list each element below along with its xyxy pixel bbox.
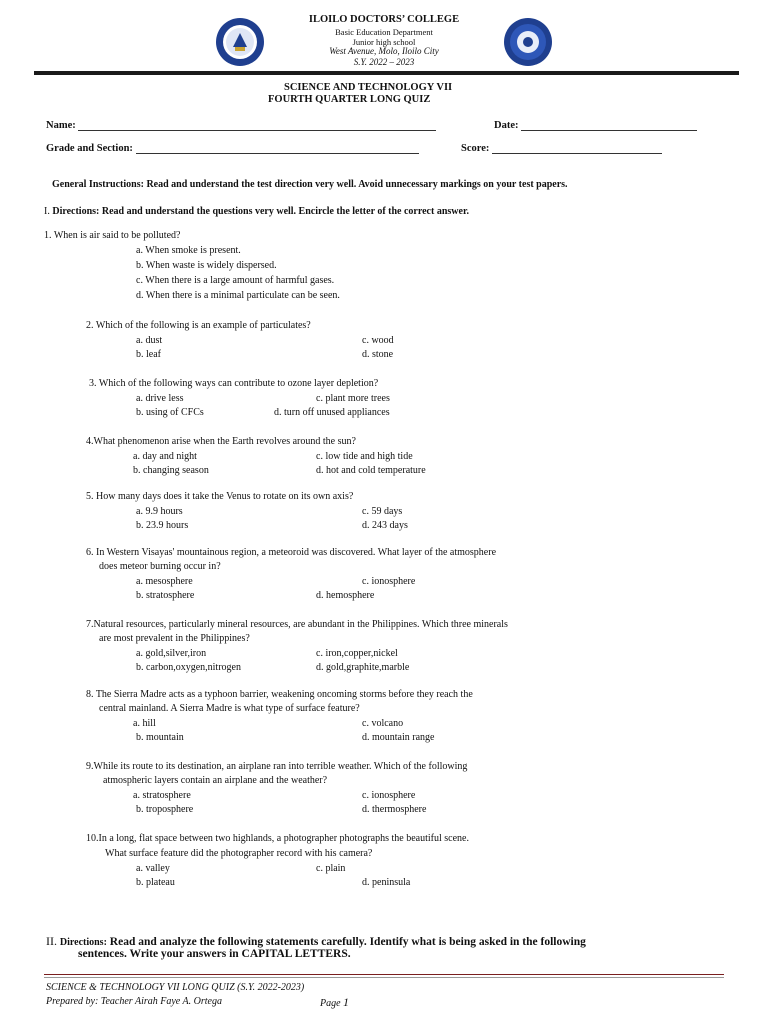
q7-option-d[interactable]: d. gold,graphite,marble: [316, 662, 410, 673]
q8-option-c[interactable]: c. volcano: [362, 718, 404, 729]
q6-option-d[interactable]: d. hemosphere: [316, 590, 375, 601]
q1-option-c[interactable]: c. When there is a large amount of harmful gases.: [136, 275, 335, 286]
score-blank[interactable]: [492, 142, 662, 154]
date-blank[interactable]: [521, 119, 697, 131]
question-10: 10.In a long, flat space between two highlands, a photographer photographs the beautiful scene.: [86, 833, 469, 844]
q3-option-d[interactable]: d. turn off unused appliances: [274, 407, 390, 418]
q8-option-d[interactable]: d. mountain range: [362, 732, 435, 743]
header-divider: [34, 71, 739, 75]
question-5: 5. How many days does it take the Venus to rotate on its own axis?: [86, 491, 354, 502]
q7-option-a[interactable]: a. gold,silver,iron: [136, 648, 207, 659]
q10-option-c[interactable]: c. plain: [316, 863, 346, 874]
part2-directions: [46, 934, 726, 949]
name-field[interactable]: [46, 119, 436, 131]
question-10-cont: What surface feature did the photographer record with his camera?: [105, 848, 373, 859]
q6-option-a[interactable]: a. mesosphere: [136, 576, 193, 587]
q7-option-b[interactable]: b. carbon,oxygen,nitrogen: [136, 662, 241, 673]
q1-option-b[interactable]: b. When waste is widely dispersed.: [136, 260, 277, 271]
page-label: Page: [320, 998, 341, 1009]
quiz-title: FOURTH QUARTER LONG QUIZ: [268, 94, 431, 105]
q3-option-c[interactable]: c. plant more trees: [316, 393, 390, 404]
q2-option-b[interactable]: b. leaf: [136, 349, 161, 360]
q5-option-c[interactable]: c. 59 days: [362, 506, 403, 517]
part1-number: I.: [44, 206, 50, 217]
college-name: ILOILO DOCTORS’ COLLEGE: [308, 14, 460, 25]
general-instructions: General Instructions: Read and understand the test direction very well. Avoid unnecessary markings on your test papers.: [52, 179, 568, 190]
department-name: Basic Education Department: [335, 27, 433, 37]
q6-option-b[interactable]: b. stratosphere: [136, 590, 195, 601]
footer-page: [320, 995, 349, 1010]
part1-directions: [44, 206, 469, 217]
grade-section-field[interactable]: [46, 142, 419, 154]
q5-option-d[interactable]: d. 243 days: [362, 520, 408, 531]
question-9: 9.While its route to its destination, an airplane ran into terrible weather. Which of the following: [86, 761, 468, 772]
date-label: Date:: [494, 120, 519, 131]
q10-option-b[interactable]: b. plateau: [136, 877, 175, 888]
score-label: Score:: [461, 143, 490, 154]
footer-divider: [44, 974, 724, 975]
question-6-cont: does meteor burning occur in?: [99, 561, 221, 572]
q9-option-d[interactable]: d. thermosphere: [362, 804, 427, 815]
q9-option-c[interactable]: c. ionosphere: [362, 790, 416, 801]
subject-title: SCIENCE AND TECHNOLOGY VII: [284, 82, 453, 93]
name-label: Name:: [46, 120, 76, 131]
q10-option-d[interactable]: d. peninsula: [362, 877, 411, 888]
question-2: 2. Which of the following is an example of particulates?: [86, 320, 311, 331]
q2-option-d[interactable]: d. stone: [362, 349, 394, 360]
question-8-cont: central mainland. A Sierra Madre is what type of surface feature?: [99, 703, 360, 714]
date-field[interactable]: [494, 119, 697, 131]
q1-option-a[interactable]: a. When smoke is present.: [136, 245, 241, 256]
part2-number: II.: [46, 934, 57, 948]
q1-option-d[interactable]: d. When there is a minimal particulate can be seen.: [136, 290, 340, 301]
school-level: Junior high school: [352, 37, 416, 47]
part1-text: Directions: Read and understand the questions very well. Encircle the letter of the correct answer.: [52, 206, 469, 217]
grade-section-label: Grade and Section:: [46, 143, 133, 154]
question-8: 8. The Sierra Madre acts as a typhoon barrier, weakening oncoming storms before they reach the: [86, 689, 473, 700]
q8-option-b[interactable]: b. mountain: [136, 732, 184, 743]
q6-option-c[interactable]: c. ionosphere: [362, 576, 416, 587]
name-blank[interactable]: [78, 119, 436, 131]
q10-option-a[interactable]: a. valley: [136, 863, 170, 874]
part2-label: Directions:: [59, 937, 107, 948]
footer-divider-2: [44, 977, 724, 978]
footer-quiz-title: SCIENCE & TECHNOLOGY VII LONG QUIZ (S.Y. 2022-2023): [46, 982, 305, 993]
footer-prepared-by: Prepared by: Teacher Airah Faye A. Ortega: [46, 996, 222, 1007]
q3-option-a[interactable]: a. drive less: [136, 393, 184, 404]
q5-option-a[interactable]: a. 9.9 hours: [136, 506, 183, 517]
q2-option-a[interactable]: a. dust: [136, 335, 163, 346]
question-4: 4.What phenomenon arise when the Earth revolves around the sun?: [86, 436, 356, 447]
q4-option-c[interactable]: c. low tide and high tide: [316, 451, 413, 462]
q3-option-b[interactable]: b. using of CFCs: [136, 407, 204, 418]
question-3: 3. Which of the following ways can contribute to ozone layer depletion?: [89, 378, 379, 389]
q4-option-d[interactable]: d. hot and cold temperature: [316, 465, 426, 476]
question-7: 7.Natural resources, particularly mineral resources, are abundant in the Philippines. Which three minerals: [86, 619, 508, 630]
q5-option-b[interactable]: b. 23.9 hours: [136, 520, 189, 531]
q4-option-b[interactable]: b. changing season: [133, 465, 209, 476]
score-field[interactable]: [461, 142, 662, 154]
school-year: S.Y. 2022 – 2023: [353, 57, 415, 67]
question-9-cont: atmospheric layers contain an airplane and the weather?: [103, 775, 328, 786]
school-address: West Avenue, Molo, Iloilo City: [329, 46, 439, 56]
q9-option-a[interactable]: a. stratosphere: [133, 790, 191, 801]
page-number: 1: [343, 995, 350, 1009]
part2-text-1: Read and analyze the following statements carefully. Identify what is being asked in the following: [109, 936, 586, 948]
q7-option-c[interactable]: c. iron,copper,nickel: [316, 648, 398, 659]
question-1: 1. When is air said to be polluted?: [44, 230, 181, 241]
question-6: 6. In Western Visayas' mountainous region, a meteoroid was discovered. What layer of the atmosphere: [86, 547, 497, 558]
question-7-cont: are most prevalent in the Philippines?: [99, 633, 250, 644]
q4-option-a[interactable]: a. day and night: [133, 451, 197, 462]
q9-option-b[interactable]: b. troposphere: [136, 804, 194, 815]
q8-option-a[interactable]: a. hill: [133, 718, 156, 729]
q2-option-c[interactable]: c. wood: [362, 335, 394, 346]
grade-section-blank[interactable]: [136, 142, 419, 154]
part2-text-2: sentences. Write your answers in CAPITAL LETTERS.: [78, 948, 351, 960]
